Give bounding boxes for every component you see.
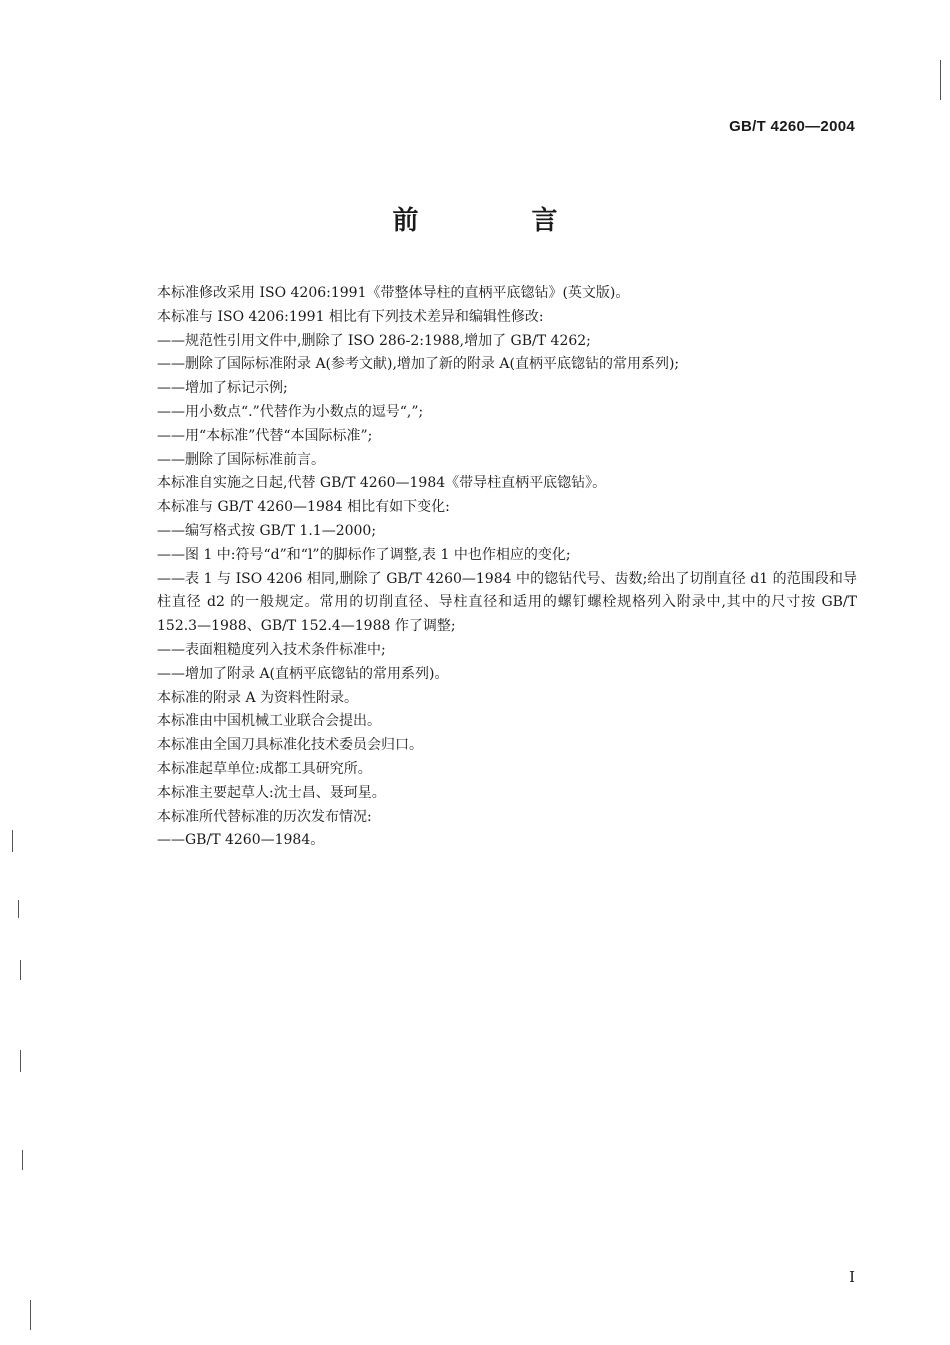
paragraph-adoption: 本标准修改采用 ISO 4206:1991《带整体导柱的直柄平底锪钻》(英文版)。 [157,285,630,301]
list-item: ——删除了国际标准附录 A(参考文献),增加了新的附录 A(直柄平底锪钻的常用系列); [157,356,680,373]
list-item-table-changes: ——表 1 与 ISO 4206 相同,删除了 GB/T 4260—1984 中的锪钻代号、齿数;给出了切削直径 d1 的范围段和导柱直径 d2 的一般规定。常用的切削直径、导柱直径和适用的螺钉螺栓规格列入附录中,其中的尺寸按 GB/T 152.3—1988、GB/T 152.4—1988 作了调整; [157,570,857,635]
standard-code-header: GB/T 4260—2004 [729,118,855,135]
scan-margin-mark [18,900,19,918]
list-item: ——用“本标准”代替“本国际标准”; [157,427,373,444]
scan-margin-mark [12,830,13,852]
paragraph-drafters: 本标准主要起草人:沈士昌、聂珂星。 [157,784,386,801]
list-item: ——规范性引用文件中,删除了 ISO 286-2:1988,增加了 GB/T 4262; [157,332,591,349]
scan-margin-mark [20,1050,21,1072]
page-number: I [849,1268,855,1286]
list-item: ——GB/T 4260—1984。 [157,832,325,849]
scan-margin-mark [940,60,941,100]
paragraph-replaces: 本标准自实施之日起,代替 GB/T 4260—1984《带导柱直柄平底锪钻》。 [157,475,607,492]
list-item: ——编写格式按 GB/T 1.1—2000; [157,522,377,539]
paragraph-drafting-unit: 本标准起草单位:成都工具研究所。 [157,760,372,777]
page-title: 前 言 [392,206,610,236]
paragraph-history: 本标准所代替标准的历次发布情况: [157,808,372,825]
foreword-body [157,282,857,853]
scan-margin-mark [30,1300,31,1330]
paragraph-differences-iso: 本标准与 ISO 4206:1991 相比有下列技术差异和编辑性修改: [157,308,544,325]
scan-margin-mark [22,1150,23,1170]
list-item: ——图 1 中:符号“d”和“l”的脚标作了调整,表 1 中也作相应的变化; [157,546,571,563]
list-item: ——增加了标记示例; [157,380,288,397]
paragraph-committee: 本标准由全国刀具标准化技术委员会归口。 [157,737,423,754]
list-item: ——增加了附录 A(直柄平底锪钻的常用系列)。 [157,665,449,682]
list-item: ——删除了国际标准前言。 [157,451,325,468]
paragraph-proposer: 本标准由中国机械工业联合会提出。 [157,713,381,730]
paragraph-annex: 本标准的附录 A 为资料性附录。 [157,689,359,706]
scan-margin-mark [20,960,21,980]
paragraph-changes: 本标准与 GB/T 4260—1984 相比有如下变化: [157,499,450,516]
list-item: ——用小数点“.”代替作为小数点的逗号“,”; [157,403,424,420]
list-item: ——表面粗糙度列入技术条件标准中; [157,641,386,658]
